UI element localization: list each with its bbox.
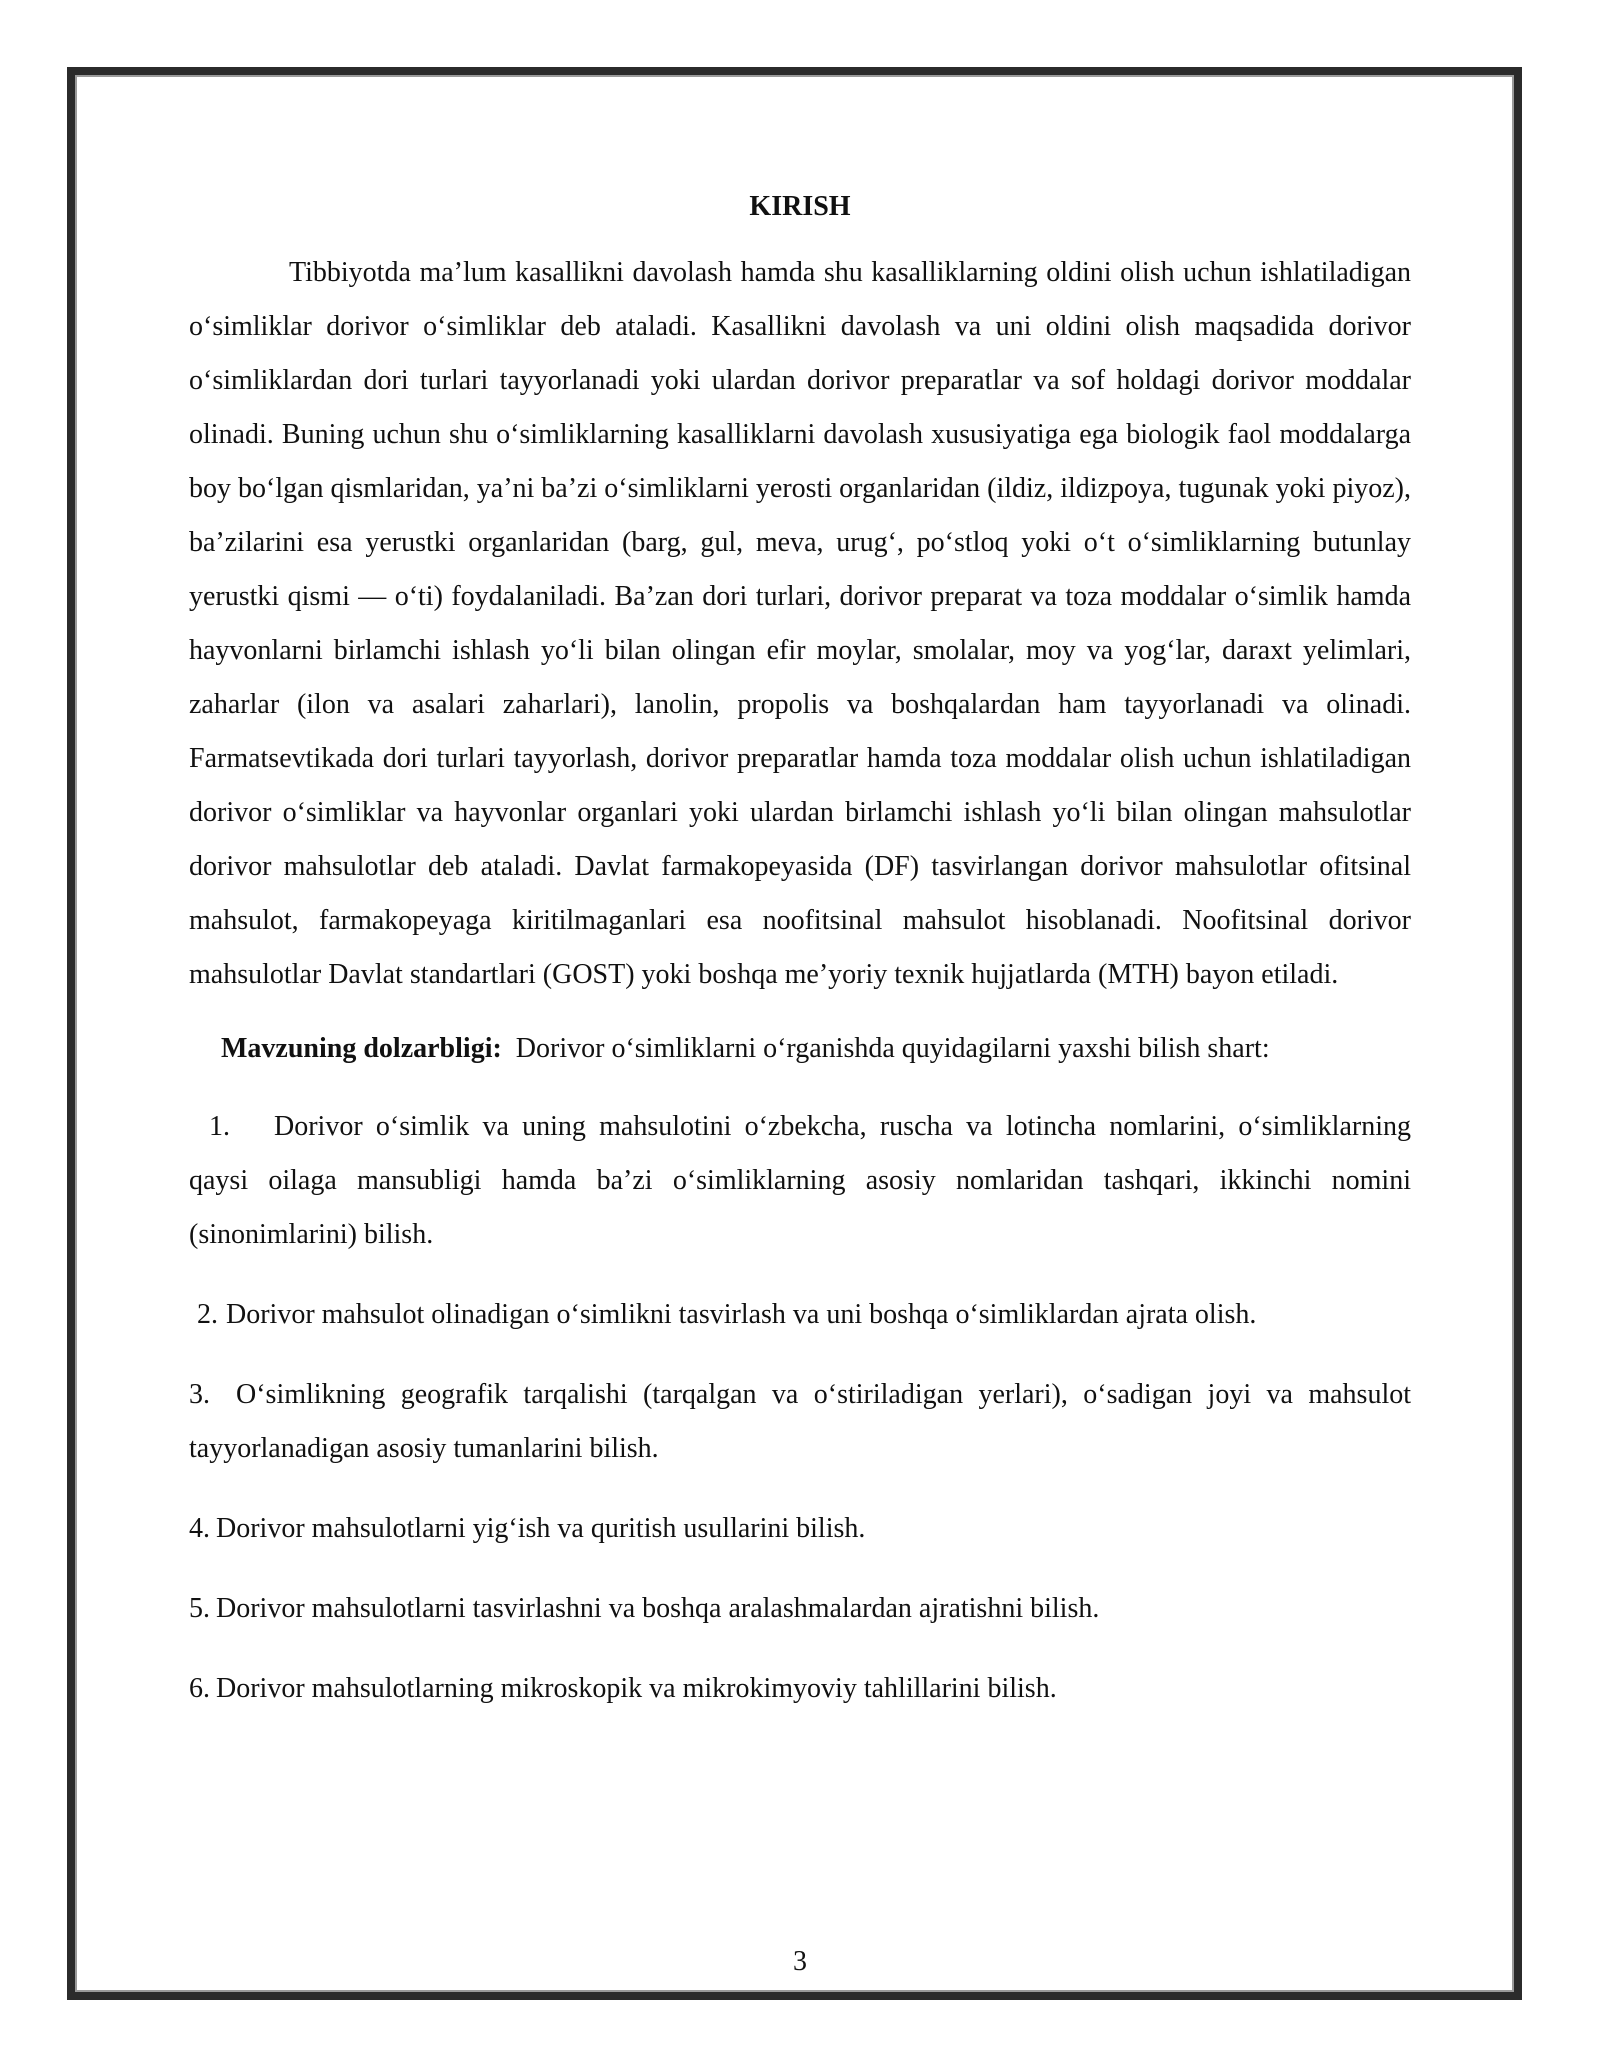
relevance-label: Mavzuning dolzarbligi: [221, 1033, 502, 1064]
list-item-text: O‘simlikning geografik tarqalishi (tarqalgan va o‘stiriladigan yerlari), o‘sadigan joyi va mahsulot tayyorlanadigan asosiy tumanlarini bilish. [189, 1379, 1411, 1464]
list-item-number: 3. [189, 1379, 210, 1410]
list-item-number: 1. [209, 1111, 230, 1142]
requirements-list [189, 1100, 1411, 1716]
list-item-text: Dorivor o‘simlik va uning mahsulotini o‘zbekcha, ruscha va lotincha nomlarini, o‘simliklarning qaysi oilaga mansubligi hamda ba’zi o‘simliklarning asosiy nomlaridan tashqari, ikkinchi nomini (sinonimlarini) bilish. [189, 1111, 1411, 1250]
list-item-number: 4. [189, 1513, 210, 1544]
list-item-number: 2. [197, 1299, 218, 1330]
list-item [189, 1100, 1411, 1262]
list-item [189, 1662, 1411, 1716]
list-item-text: Dorivor mahsulotlarni yig‘ish va quritish usullarini bilish. [216, 1513, 866, 1544]
list-item-text: Dorivor mahsulotlarning mikroskopik va mikrokimyoviy tahlillarini bilish. [216, 1673, 1057, 1704]
list-item-number: 5. [189, 1593, 210, 1624]
list-item [189, 1288, 1411, 1342]
page-content [189, 180, 1411, 1742]
list-item [189, 1368, 1411, 1476]
list-item [189, 1502, 1411, 1556]
list-item [189, 1582, 1411, 1636]
list-item-text: Dorivor mahsulot olinadigan o‘simlikni tasvirlash va uni boshqa o‘simliklardan ajrata olish. [226, 1299, 1257, 1330]
page-number: 3 [793, 1946, 807, 1977]
list-item-text: Dorivor mahsulotlarni tasvirlashni va boshqa aralashmalardan ajratishni bilish. [216, 1593, 1100, 1624]
list-item-number: 6. [189, 1673, 210, 1704]
page-title: KIRISH [749, 191, 851, 222]
relevance-text: Dorivor o‘simliklarni o‘rganishda quyidagilarni yaxshi bilish shart: [515, 1033, 1270, 1064]
intro-paragraph: Tibbiyotda ma’lum kasallikni davolash hamda shu kasalliklarning oldini olish uchun ishlatiladigan o‘simliklar dorivor o‘simliklar deb ataladi. Kasallikni davolash va uni oldini olish maqsadida dorivor o‘simliklardan dori turlari tayyorlanadi yoki ulardan dorivor preparatlar va sof holdagi dorivor moddalar olinadi. Buning uchun shu o‘simliklarning kasalliklarni davolash xususiyatiga ega biologik faol moddalarga boy bo‘lgan qismlaridan, ya’ni ba’zi o‘simliklarni yerosti organlaridan (ildiz, ildizpoya, tugunak yoki piyoz), ba’zilarini esa yerustki organlaridan (barg, gul, meva, urug‘, po‘stloq yoki o‘t o‘simliklarning butunlay yerustki qismi — o‘ti) foydalaniladi. Ba’zan dori turlari, dorivor preparat va toza moddalar o‘simlik hamda hayvonlarni birlamchi ishlash yo‘li bilan olingan efir moylar, smolalar, moy va yog‘lar, daraxt yelimlari, zaharlar (ilon va asalari zaharlari), lanolin, propolis va boshqalardan ham tayyorlanadi va olinadi. Farmatsevtikada dori turlari tayyorlash, dorivor preparatlar hamda toza moddalar olish uchun ishlatiladigan dorivor o‘simliklar va hayvonlar organlari yoki ulardan birlamchi ishlash yo‘li bilan olingan mahsulotlar dorivor mahsulotlar deb ataladi. Davlat farmakopeyasida (DF) tasvirlangan dorivor mahsulotlar ofitsinal mahsulot, farmakopeyaga kiritilmaganlari esa noofitsinal mahsulot hisoblanadi. Noofitsinal dorivor mahsulotlar Davlat standartlari (GOST) yoki boshqa me’yoriy texnik hujjatlarda (MTH) bayon etiladi. [189, 257, 1411, 990]
relevance-paragraph [189, 1022, 1411, 1076]
